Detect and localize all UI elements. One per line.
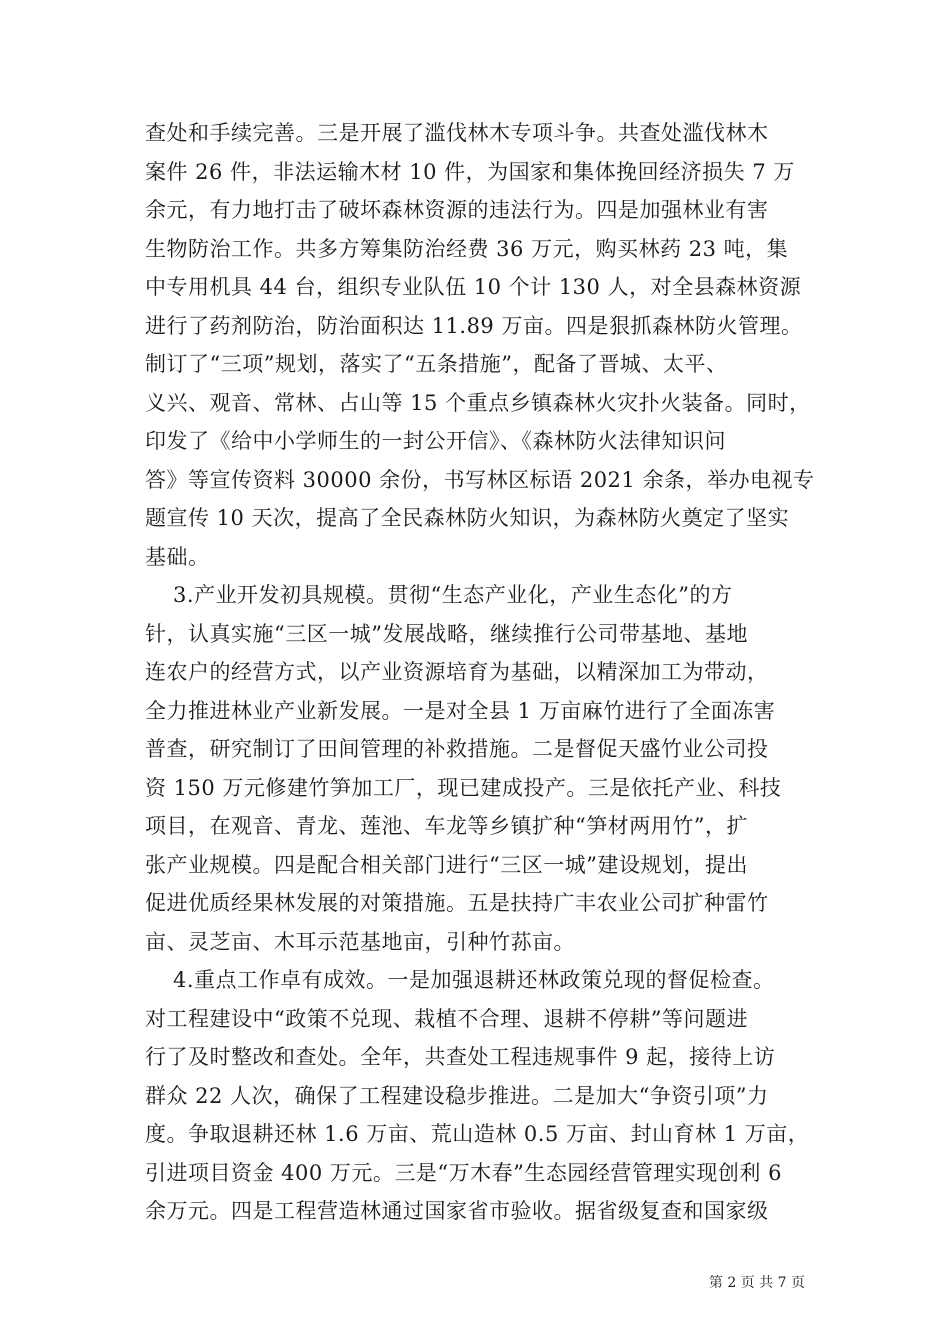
text-line: 针，认真实施“三区一城”发展战略，继续推行公司带基地、基地: [145, 622, 748, 646]
text-line: 进行了药剂防治，防治面积达 11.89 万亩。四是狠抓森林防火管理。: [145, 314, 803, 338]
text-line: 亩、灵芝亩、木耳示范基地亩，引种竹荪亩。: [145, 930, 575, 954]
text-line: 中专用机具 44 台，组织专业队伍 10 个计 130 人，对全县森林资源: [145, 275, 802, 299]
text-line: 促进优质经果林发展的对策措施。五是扶持广丰农业公司扩种雷竹: [145, 891, 769, 915]
text-line: 制订了“三项”规划，落实了“五条措施”，配备了晋城、太平、: [145, 352, 728, 376]
text-line: 项目，在观音、青龙、莲池、车龙等乡镇扩种“笋材两用竹”，扩: [145, 814, 748, 838]
paragraph-heading-4: 4.重点工作卓有成效。一是加强退耕还林政策兑现的督促检查。: [173, 968, 775, 992]
page-number: 第 2 页 共 7 页: [708, 1275, 805, 1291]
text-line: 义兴、观音、常林、占山等 15 个重点乡镇森林火灾扑火装备。同时，: [145, 391, 811, 415]
paragraph-heading-3: 3.产业开发初具规模。贯彻“生态产业化，产业生态化”的方: [173, 583, 733, 607]
text-line: 案件 26 件，非法运输木材 10 件，为国家和集体挽回经济损失 7 万: [145, 160, 795, 184]
text-line: 查处和手续完善。三是开展了滥伐林木专项斗争。共查处滥伐林木: [145, 121, 769, 145]
text-line: 连农户的经营方式，以产业资源培育为基础，以精深加工为带动，: [145, 660, 769, 684]
text-line: 生物防治工作。共多方筹集防治经费 36 万元，购买林药 23 吨，集: [145, 237, 789, 261]
text-line: 余元，有力地打击了破坏森林资源的违法行为。四是加强林业有害: [145, 198, 769, 222]
text-line: 对工程建设中“政策不兑现、栽植不合理、退耕不停耕”等问题进: [145, 1007, 748, 1031]
text-line: 行了及时整改和查处。全年，共查处工程违规事件 9 起，接待上访: [145, 1045, 776, 1069]
text-line: 张产业规模。四是配合相关部门进行“三区一城”建设规划，提出: [145, 853, 748, 877]
text-line: 题宣传 10 天次，提高了全民森林防火知识，为森林防火奠定了坚实: [145, 506, 790, 530]
text-line: 印发了《给中小学师生的一封公开信》、《森林防火法律知识问: [145, 429, 726, 453]
text-line: 基础。: [145, 545, 210, 569]
text-line: 资 150 万元修建竹笋加工厂，现已建成投产。三是依托产业、科技: [145, 776, 782, 800]
text-line: 余万元。四是工程营造林通过国家省市验收。据省级复查和国家级: [145, 1199, 769, 1223]
text-line: 全力推进林业产业新发展。一是对全县 1 万亩麻竹进行了全面冻害: [145, 699, 776, 723]
text-line: 度。争取退耕还林 1.6 万亩、荒山造林 0.5 万亩、封山育林 1 万亩，: [145, 1122, 810, 1146]
text-line: 引进项目资金 400 万元。三是“万木春”生态园经营管理实现创利 6: [145, 1161, 782, 1185]
text-line: 答》等宣传资料 30000 余份，书写林区标语 2021 余条，举办电视专: [145, 468, 815, 492]
text-line: 普查，研究制订了田间管理的补救措施。二是督促天盛竹业公司投: [145, 737, 769, 761]
text-line: 群众 22 人次，确保了工程建设稳步推进。二是加大“争资引项”力: [145, 1084, 769, 1108]
